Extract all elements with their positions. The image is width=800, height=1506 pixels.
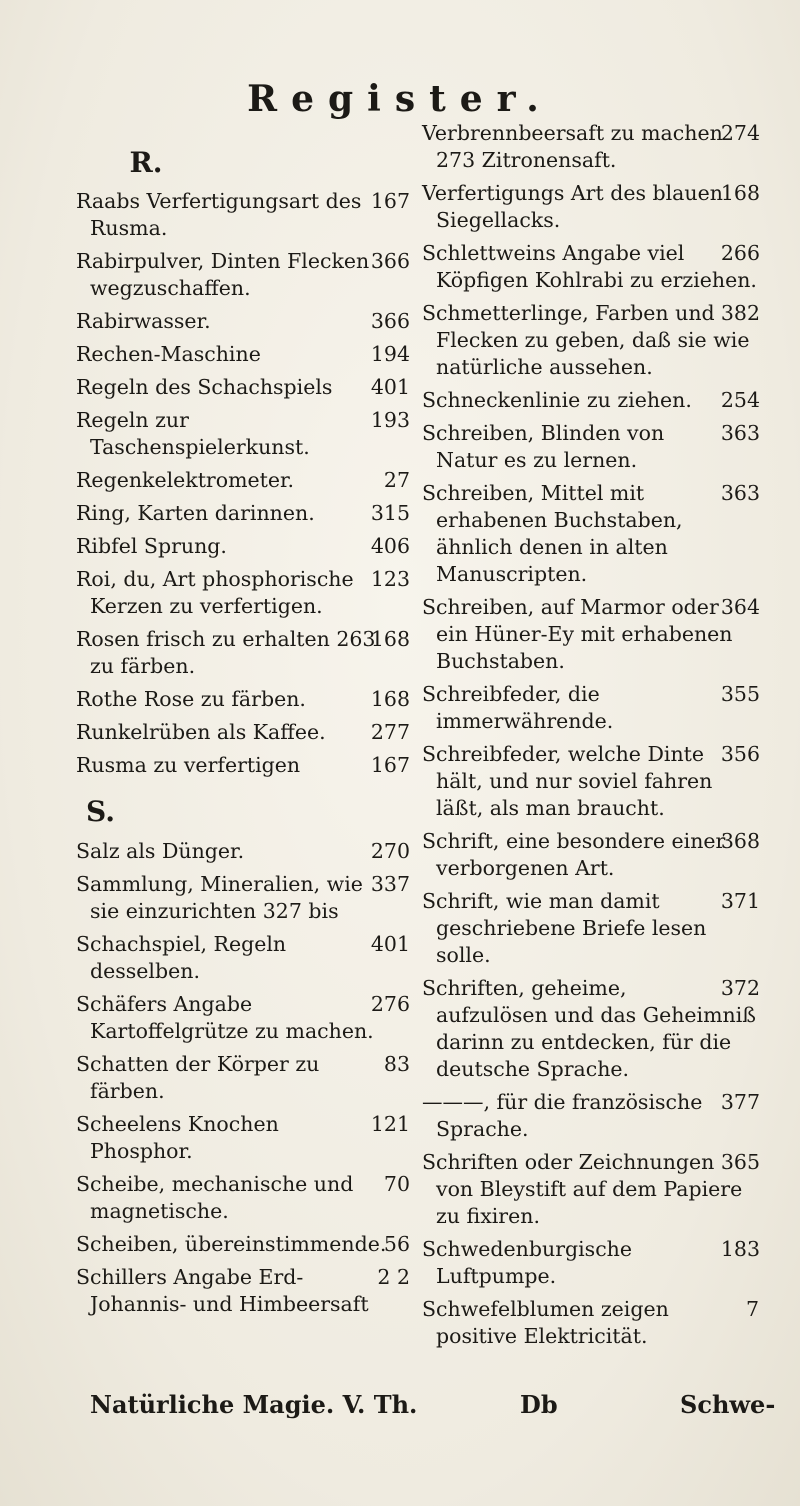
entry-page-number: 366 <box>370 309 410 333</box>
entry-text: Rechen-Maschine <box>76 342 261 366</box>
entry-page-number: 2 2 <box>377 1265 410 1289</box>
entry-text: Schwedenburgische Luftpumpe. <box>422 1237 633 1288</box>
index-entry <box>76 931 410 985</box>
entry-page-number: 401 <box>370 375 410 399</box>
entry-text: Scheibe, mechanische und magnetische. <box>76 1172 354 1223</box>
entry-page-number: 270 <box>370 839 410 863</box>
entry-page-number: 356 <box>720 742 760 766</box>
index-entry <box>76 188 410 242</box>
section-r-entries <box>76 170 410 779</box>
index-entry <box>422 480 760 588</box>
index-entry <box>76 1264 410 1318</box>
section-letter-r: R. <box>129 146 163 179</box>
entry-page-number: 363 <box>720 481 760 505</box>
entry-text: Schriften, geheime, aufzulösen und das Geheimniß darinn zu entdecken, für die deutsche Sprache. <box>422 976 757 1081</box>
entry-page-number: 368 <box>720 829 760 853</box>
entry-text: Rusma zu verfertigen <box>76 753 301 777</box>
entry-text: Salz als Dünger. <box>76 839 245 863</box>
entry-text: ———, für die französische Sprache. <box>422 1090 703 1141</box>
entry-page-number: 372 <box>720 976 760 1000</box>
entry-page-number: 193 <box>370 408 410 432</box>
index-entry <box>76 626 410 680</box>
entry-page-number: 167 <box>370 189 410 213</box>
section-s-entries <box>76 838 410 1318</box>
entry-page-number: 276 <box>370 992 410 1016</box>
index-entry <box>76 871 410 925</box>
entry-text: Regeln des Schachspiels <box>76 375 333 399</box>
entry-page-number: 56 <box>383 1232 410 1256</box>
entry-text: Schwefelblumen zeigen positive Elektricität. <box>422 1297 669 1348</box>
index-entry <box>76 719 410 746</box>
entry-page-number: 371 <box>720 889 760 913</box>
entry-page-number: 382 <box>720 301 760 325</box>
index-entry <box>76 248 410 302</box>
entry-text: Verfertigungs Art des blauen Siegellacks. <box>422 181 723 232</box>
index-entry <box>76 533 410 560</box>
entry-text: Schillers Angabe Erd- Johannis- und Himbeersaft <box>76 1265 369 1316</box>
entry-page-number: 277 <box>370 720 410 744</box>
entry-text: Sammlung, Mineralien, wie sie einzurichten 327 bis <box>76 872 363 923</box>
left-column <box>76 146 410 1324</box>
index-entry <box>422 1236 760 1290</box>
index-entry <box>422 420 760 474</box>
entry-text: Schreiben, Blinden von Natur es zu lernen. <box>422 421 665 472</box>
entry-page-number: 364 <box>720 595 760 619</box>
entry-text: Rabirpulver, Dinten Flecken wegzuschaffen. <box>76 249 370 300</box>
entry-text: Scheiben, übereinstimmende. <box>76 1232 387 1256</box>
entry-page-number: 83 <box>383 1052 410 1076</box>
entry-text: Schneckenlinie zu ziehen. <box>422 388 692 412</box>
entry-page-number: 377 <box>720 1090 760 1114</box>
right-entries <box>422 120 760 1350</box>
footer-title: Natürliche Magie. V. Th. <box>90 1390 418 1419</box>
entry-text: Verbrennbeersaft zu machen 273 Zitronensaft. <box>422 121 723 172</box>
catchword-2: Schwe- <box>680 1390 776 1419</box>
entry-page-number: 27 <box>383 468 410 492</box>
entry-text: Ribfel Sprung. <box>76 534 227 558</box>
page-title: Register. <box>247 78 553 120</box>
entry-page-number: 315 <box>370 501 410 525</box>
entry-text: Schreiben, auf Marmor oder ein Hüner-Ey mit erhabenen Buchstaben. <box>422 595 733 673</box>
index-entry <box>422 681 760 735</box>
entry-text: Schriften oder Zeichnungen von Bleystift auf dem Papiere zu fixiren. <box>422 1150 743 1228</box>
index-entry <box>422 300 760 381</box>
entry-page-number: 266 <box>720 241 760 265</box>
index-entry <box>76 341 410 368</box>
entry-text: Schreibfeder, die immerwährende. <box>422 682 614 733</box>
entry-page-number: 168 <box>370 687 410 711</box>
index-entry: 7 Schwefelblumen zeigen positive Elektricität. <box>422 1297 760 1348</box>
entry-page-number: 168 <box>370 627 410 651</box>
entry-page-number: 401 <box>370 932 410 956</box>
entry-page-number: 123 <box>370 567 410 591</box>
entry-page-number: 406 <box>370 534 410 558</box>
entry-page-number: 337 <box>370 872 410 896</box>
index-entry <box>422 828 760 882</box>
entry-page-number: 167 <box>370 753 410 777</box>
index-entry <box>76 991 410 1045</box>
entry-text: Schreiben, Mittel mit erhabenen Buchstaben, ähnlich denen in alten Manuscripten. <box>422 481 683 586</box>
right-column <box>422 120 760 1356</box>
section-letter-s: S. <box>86 795 115 828</box>
entry-text: Schäfers Angabe Kartoffelgrütze zu machen. <box>76 992 374 1043</box>
entry-page-number: 121 <box>370 1112 410 1136</box>
index-entry <box>76 1231 410 1258</box>
index-entry <box>76 686 410 713</box>
index-entry <box>76 407 410 461</box>
entry-page-number: 70 <box>383 1172 410 1196</box>
index-entry <box>76 1051 410 1105</box>
entry-page-number: 183 <box>720 1237 760 1261</box>
index-entry <box>76 566 410 620</box>
index-entry <box>76 752 410 779</box>
entry-page-number: 365 <box>720 1150 760 1174</box>
index-entry <box>422 387 760 414</box>
entry-text: Ring, Karten darinnen. <box>76 501 315 525</box>
entry-text: Schlettweins Angabe viel Köpfigen Kohlrabi zu erziehen. <box>422 241 757 292</box>
index-entry <box>76 1111 410 1165</box>
entry-page-number: 194 <box>370 342 410 366</box>
entry-text: Roi, du, Art phosphorische Kerzen zu verfertigen. <box>76 567 354 618</box>
entry-text: Schrift, eine besondere einer verborgenen Art. <box>422 829 726 880</box>
entry-text: Schatten der Körper zu färben. <box>76 1052 320 1103</box>
entry-page-number: 363 <box>720 421 760 445</box>
entry-text: Regeln zur Taschenspielerkunst. <box>76 408 310 459</box>
index-entry <box>422 1089 760 1143</box>
index-entry <box>76 374 410 401</box>
index-entry <box>422 1149 760 1230</box>
entry-text: Raabs Verfertigungsart des Rusma. <box>76 189 362 240</box>
index-entry <box>422 240 760 294</box>
index-entry <box>76 838 410 865</box>
index-entry <box>76 500 410 527</box>
entry-text: Scheelens Knochen Phosphor. <box>76 1112 279 1163</box>
entry-text: Schreibfeder, welche Dinte hält, und nur soviel fahren läßt, als man braucht. <box>422 742 713 820</box>
index-entry <box>422 741 760 822</box>
entry-text: Schmetterlinge, Farben und Flecken zu geben, daß sie wie natürliche aussehen. <box>422 301 750 379</box>
entry-page-number: 366 <box>370 249 410 273</box>
entry-text: Regenkelektrometer. <box>76 468 295 492</box>
entry-page-number: 355 <box>720 682 760 706</box>
index-entry <box>422 180 760 234</box>
index-entry <box>76 1171 410 1225</box>
entry-text: Runkelrüben als Kaffee. <box>76 720 326 744</box>
index-entry <box>76 308 410 335</box>
catchword-1: Db <box>520 1390 558 1419</box>
index-entry <box>422 594 760 675</box>
entry-text: Rabirwasser. <box>76 309 211 333</box>
entry-text: Rosen frisch zu erhalten 263 zu färben. <box>76 627 376 678</box>
index-entry <box>422 888 760 969</box>
entry-page-number: 168 <box>720 181 760 205</box>
entry-page-number: 274 <box>720 121 760 145</box>
entry-text: Schrift, wie man damit geschriebene Briefe lesen solle. <box>422 889 707 967</box>
entry-text: Rothe Rose zu färben. <box>76 687 306 711</box>
index-entry <box>76 467 410 494</box>
index-entry <box>422 975 760 1083</box>
index-entry <box>422 120 760 174</box>
entry-text: Schachspiel, Regeln desselben. <box>76 932 287 983</box>
entry-page-number: 254 <box>720 388 760 412</box>
